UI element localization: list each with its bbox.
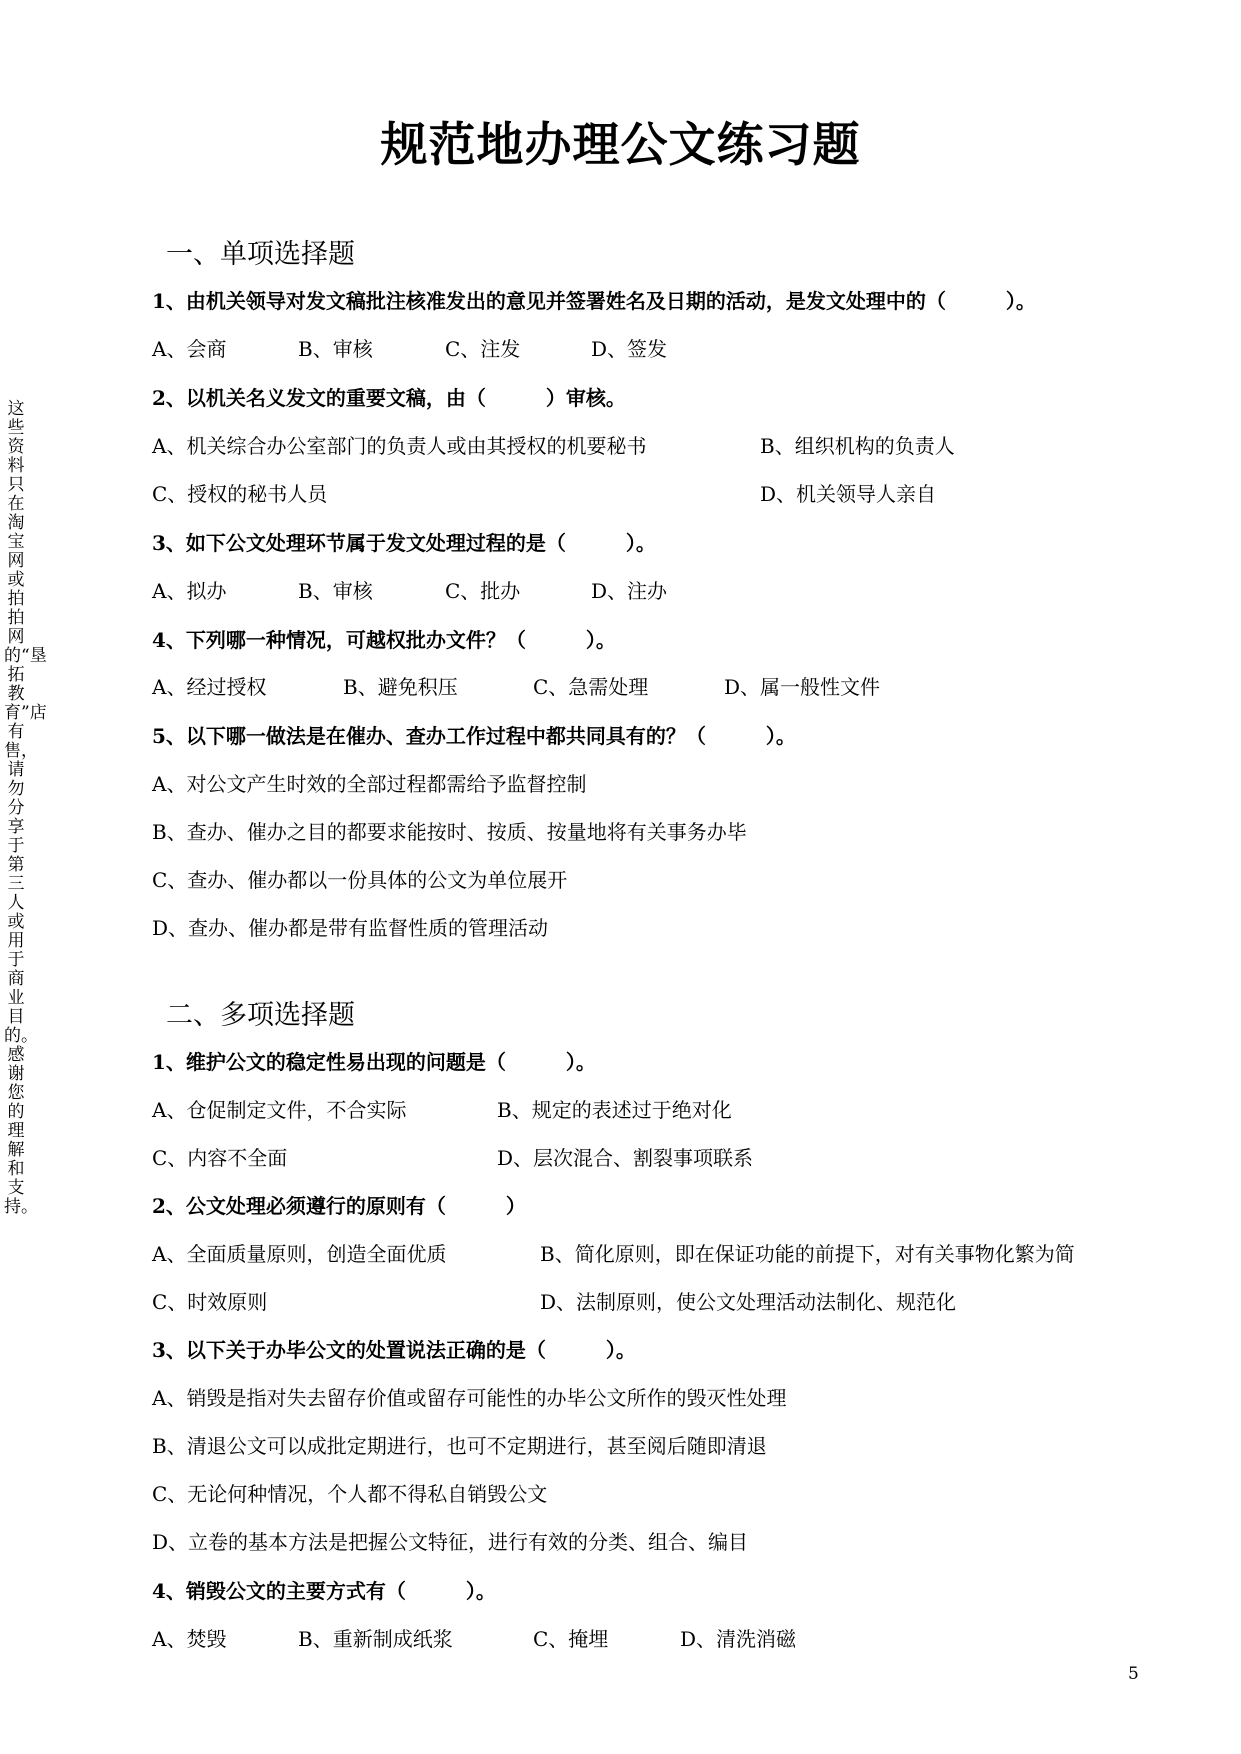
option-text: D、注办 <box>591 579 668 603</box>
option-text: C、内容不全面 <box>152 1146 288 1170</box>
question-text: 4、销毁公文的主要方式有（ ）。 <box>152 1579 496 1603</box>
option-text: B、规定的表述过于绝对化 <box>497 1098 732 1122</box>
page-title: 规范地办理公文练习题 <box>380 118 861 173</box>
option-text: C、无论何种情况，个人都不得私自销毁公文 <box>152 1482 548 1506</box>
option-text: A、仓促制定文件，不合实际 <box>152 1098 407 1122</box>
option-text: C、查办、催办都以一份具体的公文为单位展开 <box>152 868 568 892</box>
option-text: B、审核 <box>298 337 373 361</box>
option-text: B、重新制成纸浆 <box>298 1627 453 1651</box>
option-text: B、简化原则，即在保证功能的前提下，对有关事物化繁为简 <box>540 1242 1075 1266</box>
question-text: 3、如下公文处理环节属于发文处理过程的是（ ）。 <box>152 531 656 555</box>
option-text: C、掩埋 <box>533 1627 609 1651</box>
question-text: 5、以下哪一做法是在催办、查办工作过程中都共同具有的？（ ）。 <box>152 724 796 748</box>
question-text: 1、由机关领导对发文稿批注核准发出的意见并签署姓名及日期的活动，是发文处理中的（ ）。 <box>152 289 1036 313</box>
section-heading-single-choice: 一、单项选择题 <box>166 239 355 270</box>
option-text: C、授权的秘书人员 <box>152 482 328 506</box>
question-text: 1、维护公文的稳定性易出现的问题是（ ）。 <box>152 1050 596 1074</box>
option-text: B、清退公文可以成批定期进行，也可不定期进行，甚至阅后随即清退 <box>152 1434 767 1458</box>
option-text: A、会商 <box>152 337 227 361</box>
option-text: B、避免积压 <box>343 675 458 699</box>
page-number: 5 <box>1128 1664 1139 1684</box>
option-text: D、立卷的基本方法是把握公文特征，进行有效的分类、组合、编目 <box>152 1530 749 1554</box>
option-text: D、法制原则，使公文处理活动法制化、规范化 <box>540 1290 957 1314</box>
option-text: C、注发 <box>445 337 521 361</box>
option-text: D、清洗消磁 <box>680 1627 797 1651</box>
option-text: B、组织机构的负责人 <box>760 434 955 458</box>
option-text: C、时效原则 <box>152 1290 268 1314</box>
section-heading-multiple-choice: 二、多项选择题 <box>166 1000 355 1031</box>
option-text: A、焚毁 <box>152 1627 227 1651</box>
question-text: 2、以机关名义发文的重要文稿，由（ ）审核。 <box>152 386 626 410</box>
option-text: A、经过授权 <box>152 675 267 699</box>
option-text: A、对公文产生时效的全部过程都需给予监督控制 <box>152 772 587 796</box>
side-note: 这些资料只在淘宝网或拍拍网的“垦拓教育”店有售，请勿分享于第三人或用于商业目的。感谢您的理解和支持。 <box>4 399 47 1217</box>
option-text: D、层次混合、割裂事项联系 <box>497 1146 754 1170</box>
question-text: 2、公文处理必须遵行的原则有（ ） <box>152 1194 526 1218</box>
option-text: D、签发 <box>591 337 668 361</box>
option-text: B、审核 <box>298 579 373 603</box>
option-text: A、机关综合办公室部门的负责人或由其授权的机要秘书 <box>152 434 647 458</box>
option-text: D、机关领导人亲自 <box>760 482 937 506</box>
option-text: A、拟办 <box>152 579 227 603</box>
question-text: 3、以下关于办毕公文的处置说法正确的是（ ）。 <box>152 1338 636 1362</box>
option-text: D、属一般性文件 <box>724 675 881 699</box>
option-text: A、全面质量原则，创造全面优质 <box>152 1242 447 1266</box>
option-text: D、查办、催办都是带有监督性质的管理活动 <box>152 916 549 940</box>
option-text: B、查办、催办之目的都要求能按时、按质、按量地将有关事务办毕 <box>152 820 747 844</box>
option-text: C、急需处理 <box>533 675 649 699</box>
option-text: A、销毁是指对失去留存价值或留存可能性的办毕公文所作的毁灭性处理 <box>152 1386 787 1410</box>
question-text: 4、下列哪一种情况，可越权批办文件？（ ）。 <box>152 628 616 652</box>
option-text: C、批办 <box>445 579 521 603</box>
